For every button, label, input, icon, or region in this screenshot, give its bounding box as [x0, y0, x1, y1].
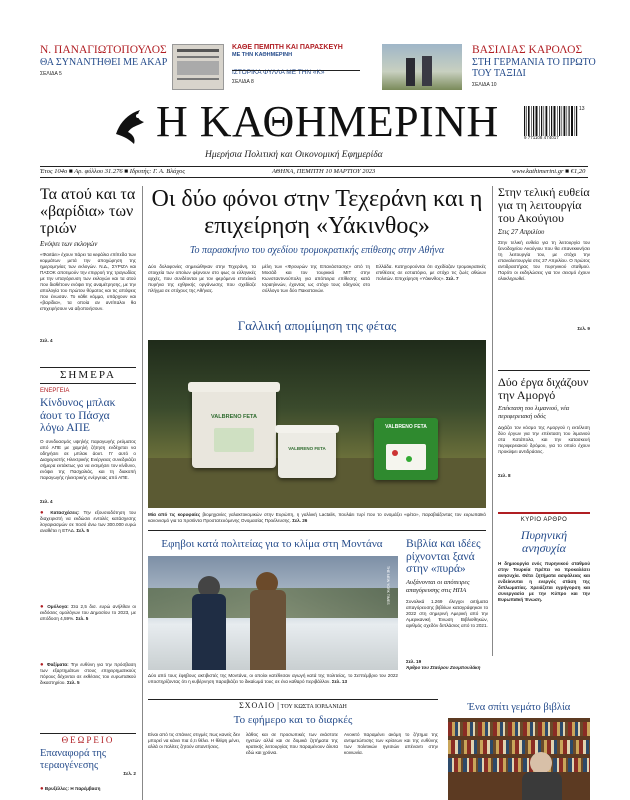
top-teaser-1[interactable] [40, 44, 168, 77]
col-divider-right [492, 186, 493, 656]
left-lead-title[interactable]: Τα ατού και τα «βαρίδια» των τριών [40, 186, 136, 237]
montana-caption-text: Δύο από τους έφηβους ακτιβιστές της Μοντάνα, οι οποίοι κατέθεσαν αγωγή κατά της πολιτείας, το Σεπτέμβριο του 2022 υποστηρίζοντας ότι η κυβέρνηση παραβιάζει το δικαίωμά τους σε ένα καθαρό περιβάλλον. [148, 673, 398, 684]
col-divider-left [142, 186, 143, 800]
comment-col-2: λάθος και σε προσωπικές των εκάστοτε ηγετών αλλά και σε δομικά ζητήματα της κρατικής λειτουργίας που παραμένουν άλυτα εδώ και χρόνια. [246, 732, 338, 755]
brief-1-text: Την εξουσιοδότηση του διαχειριστή να εκδώσει εντολές κατάσχεσης λογαριασμών σε ποσό άνω των 300.000 ευρώ αναθέτει η ΕΤΑΔ. [40, 510, 136, 533]
feta-photo [148, 340, 486, 508]
montana-title[interactable]: Εφηβοι κατά πολιτείας για το κλίμα στη Μοντάνα [161, 538, 383, 550]
right-story-2-text: Διχάζει τον κόσμο της Αμοργού η εκτέλεση δύο έργων για την επέκταση του λιμανιού στα Κατάπολα, και την κατασκευή περιφερειακού δρόμου, για το οποίο έχουν προκύψει αντιδράσεις. [498, 425, 590, 454]
barcode-number: 9 771108 474017 [524, 135, 559, 140]
main-ref: Σελ. 7 [445, 276, 459, 281]
brief-3-ref: Σελ. 5 [66, 680, 80, 685]
energy-text: Ο συνδυασμός υψηλής παραγωγής ρεύματος από ΑΠΕ με χαμηλή ζήτηση ενδέχεται να οδηγήσει σε μπλακ άουτ. Γι' αυτό ο Διαχειριστής Ηλεκτρικής Ενέργειας συνεδριάζει σήμερα εκτάκτως για να εκτιμήσει τον κίνδυνο, ενόψει της Πασχαλιάς, και τη διακοπή παραγωγής ηλεκτρικής ενέργειας από ΑΠΕ. [40, 438, 136, 480]
dateline-rule-top [40, 166, 588, 167]
feta-label-1: VALBRENO FETA [211, 414, 257, 420]
left-lead-ref: Σελ. 4 [40, 338, 53, 343]
masthead-subtitle: Ημερήσια Πολιτική και Οικονομική Εφημερίδα [205, 150, 383, 160]
right-lead[interactable] [498, 186, 590, 332]
right-story-2[interactable] [498, 376, 590, 479]
comment-section: ΣΧΟΛΙΟ [239, 701, 276, 710]
books-home-title[interactable]: Ένα σπίτι γεμάτο βιβλία [467, 702, 571, 713]
feta-caption-label: Μία από τις κορυφαίες [148, 512, 201, 517]
teaser-1-title: Ν. ΠΑΝΑΓΙΩΤΟΠΟΥΛΟΣ [40, 44, 167, 56]
brief-1-ref: Σελ. 5 [76, 528, 90, 533]
teaser-2-subtitle: ΙΣΤΟΡΙΚΑ ΦΥΛΛΑ ΜΕ ΤΗΝ «Κ» [232, 69, 325, 76]
comment-header: ΣΧΟΛΙΟ | ΤΟΥ ΚΩΣΤΑ ΙΟΡΔΑΝΙΔΗ [239, 701, 347, 710]
comment-col-3: Ανοικτό παραμένει ακόμη το ζήτημα της αντιμετώπισης των κρίσεων και της ευθύνης των πολιτικών ηγεσιών απέναντι στην κοινωνία. [344, 732, 438, 755]
main-deck: Το παρασκήνιο του σχεδίου τρομοκρατικής επίθεσης στην Αθήνα [189, 245, 445, 256]
right-story-2-title: Δύο έργα διχάζουν την Αμοργό [498, 375, 589, 402]
last-brief[interactable]: ● Βρυξέλλες: Η παρέμβαση [40, 786, 101, 792]
feta-caption [148, 512, 486, 524]
editorial-label: ΚΥΡΙΟ ΑΡΘΡΟ [520, 517, 568, 523]
books-title: Βιβλία και ιδέες ρίχνονται ξανά στην «πυρά» [406, 538, 481, 575]
main-col-3-text: Ελλάδα. Κατηγορούνται ότι σχεδίαζαν τρομοκρατικές επιθέσεις σε εστιατόριο, με στόχο τις ζωές αθώων πολιτών. Επιχείρηση «Υάκινθος». [376, 264, 486, 281]
books-ref: Σελ. 19 [406, 658, 422, 664]
main-headline[interactable]: Οι δύο φόνοι στην Τεχεράνη και η επιχείρηση «Υάκινθος» [151, 186, 483, 239]
montana-photo-credit: THE NEW YORK TIMES [386, 566, 390, 605]
brief-2-text: Στα 2,5 δισ. ευρώ ανήλθαν οι εκδόσεις ομολόγων του Δημοσίου το 2023, με απόδοση 4,59%. [40, 604, 136, 621]
teaser-3-page: ΣΕΛΙΔΑ 10 [472, 82, 497, 88]
left-lead-text: «Φαιτάει» έχουν πάρει τα κεφάλια επίπεδα των κομμάτων μετά την αποχώρηση της ημερομηνίας των εκλογών. Ν.Δ., ΣΥΡΙΖΑ και ΠΑΣΟΚ αποτιμούν την επιρροή της τραγωδίας με την υπαγόρευση των εκλογών και τα ατού που διαθέτουν ενόψει της αναμέτρησης, με την απολογία του πρώτου θύματος και τις απόψεις που ένωσαν. Το κάθε κόμμα, υπάρχουν και «βαρίδια», τα οποία αν αντίπαλοι θα επιχειρήσουν να αξιοποιήσουν. [40, 252, 136, 311]
editorial-title: Πυρηνική ανησυχία [520, 528, 568, 555]
opinion-story[interactable] [40, 748, 136, 777]
feta-tub-small [278, 430, 336, 478]
feta-pack [374, 418, 438, 480]
main-col-2-text: μέλη των «Φρουρών της Επανάστασης» από τη Μοσάδ και τον τουρκικό ΜΙΤ στην Κωνσταντινούπολη για απόπειρα επίθεσης κατά Ισραηλινών, έχοντας ως στόχο τους οδηγούς στο σύλλογο των δύο Πακιστανών. [262, 264, 370, 293]
barcode [524, 106, 584, 142]
teaser-1-page: ΣΕΛΙΔΑ 5 [40, 71, 62, 77]
editorial-text: Η δημιουργία ενός πυρηνικού σταθμού στην Τουρκία πρέπει να προκαλέσει ανησυχία. Θέτει ζητήματα ασφάλειας και ενδείκνυται η ενεργός στάση της διπλωματίας. Χρειάζεται εγρήγορση και συνεργασία με την Κύπρο και την Ευρωπαϊκή Ένωση. [498, 561, 590, 602]
main-col-1-text: Δύο δολοφονίες σημειώθηκαν στην Τεχεράνη, τα στοιχεία των οποίων φέρνουν στο φως οι ελληνικές αρχές, που συνδέονται με τον φερόμενο επιτελικό πυρήνα της εχθρικής οργάνωσης που σχεδίαζε πλήγμα σε στόχους της Αθήνας. [148, 264, 256, 293]
right-lead-sub: Στις 27 Απριλίου [498, 228, 545, 236]
montana-photo [148, 556, 398, 670]
editorial-box[interactable] [498, 512, 590, 656]
masthead-title: Η ΚΑΘΗΜΕΡΙΝΗ [156, 97, 499, 146]
main-col-3 [376, 264, 486, 308]
feta-label-3: VALBRENO FETA [385, 424, 427, 430]
masthead-logo-icon [110, 104, 150, 146]
feta-tub-large [192, 388, 276, 468]
feta-photo-title: Γαλλική απομίμηση της φέτας [237, 318, 397, 333]
teaser-2-title2: ΜΕ ΤΗΝ ΚΑΘΗΜΕΡΙΝΗ [232, 52, 293, 58]
right-story-2-sub: Επέκταση του λιμανιού, νέα περιφερειακή οδός [498, 405, 570, 420]
energy-ref: Σελ. 4 [40, 498, 53, 504]
teaser-2-title: ΚΑΘΕ ΠΕΜΠΤΗ ΚΑΙ ΠΑΡΑΣΚΕΥΗ [232, 44, 343, 51]
books-byline: Άρθρο του Σταύρου Ζουμπουλάκη [406, 664, 481, 670]
main-col-1 [148, 264, 256, 308]
opinion-ref: Σελ. 2 [123, 771, 136, 776]
section-today: ΣΗΜΕΡΑ [60, 369, 116, 381]
issue-code: 13 [579, 106, 585, 112]
right-lead-text: Στην τελική ευθεία για τη λειτουργία του ξενοδοχείου Ακούγιου που θα επανεκκινήσει τη λειτουργία του, με στόχο την επαναλειτουργία στις 27 Απριλίου. Ο πρώτος αντιδραστήρας του πυρηνικού σταθμού. Παρότι οι εκδηλώσεις για τον σεισμό έχουν ολοκληρωθεί. [498, 240, 590, 281]
brief-3[interactable]: ● Φαξίματα: Την ευθύνη για την πρόσβαση των εξαρτημάτων στους επιχειρηματικούς πόρους δέχονται σε εκθέσεις του ευρωπαϊκού δικαστηρίου. Σελ. 5 [40, 662, 137, 685]
teaser-2-page: ΣΕΛΙΔΑ 8 [232, 79, 254, 85]
brief-1[interactable]: ● Κατασχέσεις: Την εξουσιοδότηση του διαχειριστή να εκδώσει εντολές κατάσχεσης λογαριασμών σε ποσό άνω των 300.000 ευρώ αναθέτει η ΕΤΑΔ. Σελ. 5 [40, 510, 136, 533]
books-story[interactable] [406, 538, 488, 671]
left-column [40, 186, 136, 344]
right-lead-title: Στην τελική ευθεία για τη λειτουργία του Ακούγιου [498, 185, 590, 225]
brief-2-ref: Σελ. 5 [75, 616, 89, 621]
brief-2[interactable]: ● Ομόλογα: Στα 2,5 δισ. ευρώ ανήλθαν οι εκδόσεις ομολόγων του Δημοσίου το 2023, με απόδοση 4,59%. Σελ. 5 [40, 604, 136, 621]
books-text: Συνολικά 1.269 έλεγχοι αιτήματα απαγόρευσης βιβλίων καταγράφηκαν το 2022 στη σημερινή Αμερική από την Αμερικανική Ένωση Βιβλιοθηκών, αριθμός σχεδόν διπλάσιος από το 2021. [406, 598, 488, 628]
right-rule-1 [498, 370, 590, 371]
right-lead-ref: Σελ. 9 [577, 326, 590, 331]
brief-2-label: Ομόλογα: [47, 604, 69, 609]
teaser-1-subtitle: ΘΑ ΣΥΝΑΝΤΗΘΕΙ ΜΕ ΑΚΑΡ [40, 57, 168, 68]
last-brief-text: Βρυξέλλες: Η παρέμβαση [44, 786, 101, 791]
montana-ref: Σελ. 13 [331, 679, 348, 684]
feta-caption-ref: Σελ. 26 [292, 518, 308, 523]
section-rule-today [40, 367, 136, 368]
left-lead-sub: Ενόψει των εκλογών [40, 240, 98, 248]
dateline-right: www.kathimerini.gr ■ €1,20 [512, 168, 586, 175]
montana-caption [148, 673, 398, 685]
brief-1-label: Κατασχέσεις: [50, 510, 80, 515]
comment-author: ΤΟΥ ΚΩΣΤΑ ΙΟΡΔΑΝΙΔΗ [280, 704, 347, 710]
feta-caption-text: βιομηχανίες γαλακτοκομικών στην Ευρώπη, η γαλλική Lactalis, πουλάει τυρί που το ονομάζει «φέτα», παραβιάζοντας τον ευρωπαϊκό κανονισμό για τα προϊόντα Προστατευόμενης Ονομασίας Προέλευσης. [148, 512, 486, 523]
dateline-rule-bottom [40, 177, 588, 178]
energy-title: Κίνδυνος μπλακ άουτ το Πάσχα λόγω ΑΠΕ [40, 397, 116, 434]
teaser-3-image [382, 44, 462, 90]
feta-label-2: VALBRENO FETA [288, 446, 326, 451]
brief-3-label: Φαξίματα: [46, 662, 69, 667]
bottom-rule [148, 699, 438, 700]
teaser-3-title: ΒΑΣΙΛΙΑΣ ΚΑΡΟΛΟΣ [472, 44, 583, 56]
books-home-photo [448, 718, 590, 800]
comment-col-1: Είναι από τις σπάνιες στιγμές πως κανείς δεν μπορεί να κάνει πια ό,τι θέλει. Η θλίψη μένει, αλλά οι πολίτες ζητούν απαντήσεις. [148, 732, 240, 749]
main-col-2 [262, 264, 370, 308]
energy-label: ΕΝΕΡΓΕΙΑ [40, 388, 70, 394]
brief-3-text: Την ευθύνη για την πρόσβαση των εξαρτημάτων στους επιχειρηματικούς πόρους δέχονται σε εκθέσεις του ευρωπαϊκού δικαστηρίου. [40, 662, 137, 685]
teaser-3-subtitle: ΣΤΗ ΓΕΡΜΑΝΙΑ ΤΟ ΠΡΩΤΟ ΤΟΥ ΤΑΞΙΔΙ [472, 57, 596, 79]
top-teaser-2[interactable] [232, 44, 360, 85]
comment-title[interactable]: Το εφήμερο και το διαρκές [233, 714, 353, 726]
section-rule-theoreio [40, 733, 136, 734]
teaser-2-image [172, 44, 224, 90]
dateline-center: ΑΘΗΝΑ, ΠΕΜΠΤΗ 10 ΜΑΡΤΙΟΥ 2023 [272, 168, 376, 175]
right-story-2-ref: Σελ. 8 [498, 473, 511, 478]
opinion-title: Επαναφορά της τεραογένεσης [40, 748, 107, 771]
section-rule-today-2 [40, 383, 136, 384]
dateline-left: Έτος 104ο ■ Αρ. φύλλου 31.276 ■ Ιδρυτής: Γ. Α. Βλάχος [40, 168, 186, 175]
energy-story[interactable] [40, 388, 136, 505]
section-theoreio: ΘΕΩΡΕΙΟ [61, 735, 115, 745]
books-sub: Αυξάνονται οι απόπειρες απαγόρευσης στις ΗΠΑ [406, 578, 470, 594]
top-teaser-3[interactable] [472, 44, 602, 88]
main-rule-mid [148, 530, 486, 531]
